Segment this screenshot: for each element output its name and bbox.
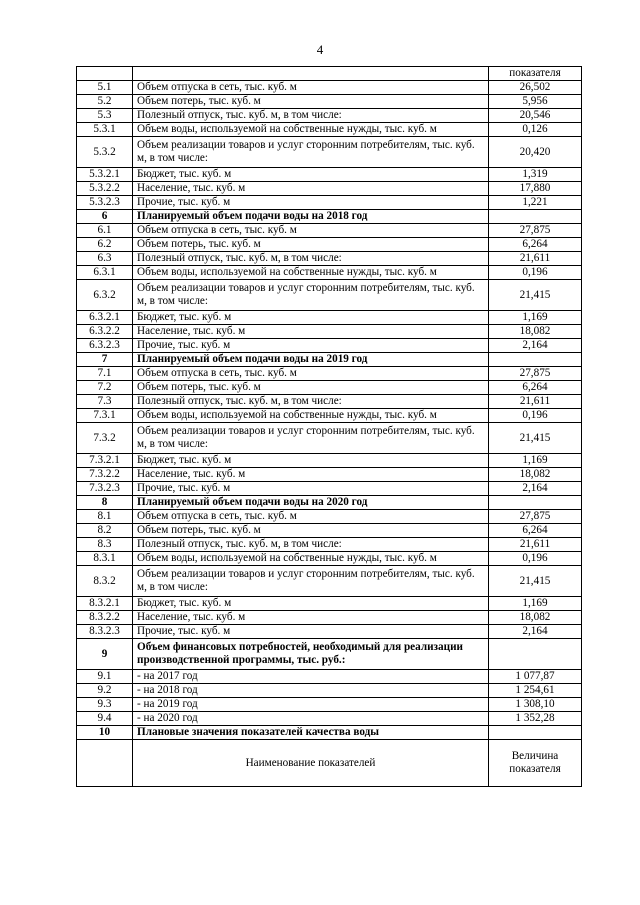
row-name: Объем отпуска в сеть, тыс. куб. м	[133, 510, 489, 524]
row-value: 27,875	[489, 367, 582, 381]
table-row	[77, 597, 582, 611]
row-number: 8.3	[77, 538, 133, 552]
row-value: 18,082	[489, 325, 582, 339]
row-number: 9.4	[77, 712, 133, 726]
row-value: 1,169	[489, 597, 582, 611]
row-name: Объем отпуска в сеть, тыс. куб. м	[133, 224, 489, 238]
indicators-table	[76, 66, 582, 787]
table-row	[77, 339, 582, 353]
section-title: Планируемый объем подачи воды на 2019 год	[133, 353, 489, 367]
row-name: Население, тыс. куб. м	[133, 325, 489, 339]
row-name: Полезный отпуск, тыс. куб. м, в том числе:	[133, 252, 489, 266]
section-value-cell	[489, 496, 582, 510]
row-number: 5.3	[77, 109, 133, 123]
section-title: Планируемый объем подачи воды на 2020 год	[133, 496, 489, 510]
table-row	[77, 538, 582, 552]
row-name: Бюджет, тыс. куб. м	[133, 311, 489, 325]
row-number: 7.3	[77, 395, 133, 409]
section-row	[77, 353, 582, 367]
table-row	[77, 482, 582, 496]
section-value-cell	[489, 639, 582, 670]
row-value: 21,611	[489, 252, 582, 266]
row-value: 27,875	[489, 510, 582, 524]
section-number: 6	[77, 210, 133, 224]
row-value: 1 352,28	[489, 712, 582, 726]
table-row	[77, 123, 582, 137]
table-row	[77, 168, 582, 182]
row-name: Объем воды, используемой на собственные нужды, тыс. куб. м	[133, 552, 489, 566]
indicator-value-header: Величина показателя	[489, 740, 582, 787]
row-value: 1,169	[489, 454, 582, 468]
table-row	[77, 524, 582, 538]
row-number: 7.1	[77, 367, 133, 381]
row-value: 21,415	[489, 423, 582, 454]
row-name: Объем отпуска в сеть, тыс. куб. м	[133, 81, 489, 95]
row-name: Объем отпуска в сеть, тыс. куб. м	[133, 367, 489, 381]
table-row	[77, 311, 582, 325]
table-row	[77, 182, 582, 196]
row-number: 8.1	[77, 510, 133, 524]
row-name: - на 2019 год	[133, 698, 489, 712]
section-title: Плановые значения показателей качества воды	[133, 726, 489, 740]
row-value: 2,164	[489, 339, 582, 353]
row-number: 5.2	[77, 95, 133, 109]
row-name: Объем потерь, тыс. куб. м	[133, 238, 489, 252]
row-value: 1 077,87	[489, 670, 582, 684]
row-number: 8.3.2	[77, 566, 133, 597]
row-value: 21,611	[489, 395, 582, 409]
table-row	[77, 454, 582, 468]
table-row	[77, 325, 582, 339]
table-row	[77, 670, 582, 684]
table-row	[77, 510, 582, 524]
header-name-cell	[133, 67, 489, 81]
row-value: 0,126	[489, 123, 582, 137]
row-name: Объем воды, используемой на собственные нужды, тыс. куб. м	[133, 123, 489, 137]
row-number: 8.3.2.3	[77, 625, 133, 639]
section-value-cell	[489, 210, 582, 224]
row-name: Прочие, тыс. куб. м	[133, 196, 489, 210]
row-number: 8.3.2.2	[77, 611, 133, 625]
header-value-cell: показателя	[489, 67, 582, 81]
section-title: Объем финансовых потребностей, необходимый для реализации производственной программы, тыс. руб.:	[133, 639, 489, 670]
row-value: 18,082	[489, 468, 582, 482]
row-value: 1,319	[489, 168, 582, 182]
row-name: Прочие, тыс. куб. м	[133, 625, 489, 639]
row-name: Бюджет, тыс. куб. м	[133, 454, 489, 468]
row-number: 5.3.2	[77, 137, 133, 168]
row-value: 20,546	[489, 109, 582, 123]
row-number: 6.2	[77, 238, 133, 252]
row-number: 8.2	[77, 524, 133, 538]
row-value: 1 254,61	[489, 684, 582, 698]
table-row	[77, 137, 582, 168]
table-row	[77, 409, 582, 423]
table-row	[77, 468, 582, 482]
section-row	[77, 639, 582, 670]
section-row	[77, 496, 582, 510]
row-value: 1 308,10	[489, 698, 582, 712]
row-name: Прочие, тыс. куб. м	[133, 482, 489, 496]
row-name: Прочие, тыс. куб. м	[133, 339, 489, 353]
table-row	[77, 625, 582, 639]
row-number: 6.3.2.2	[77, 325, 133, 339]
section-number: 7	[77, 353, 133, 367]
row-name: Объем реализации товаров и услуг сторонним потребителям, тыс. куб. м, в том числе:	[133, 280, 489, 311]
table-row	[77, 81, 582, 95]
section-number: 10	[77, 726, 133, 740]
row-name: Объем реализации товаров и услуг сторонним потребителям, тыс. куб. м, в том числе:	[133, 137, 489, 168]
row-value: 0,196	[489, 552, 582, 566]
table-row	[77, 280, 582, 311]
table-row	[77, 95, 582, 109]
row-value: 5,956	[489, 95, 582, 109]
row-value: 21,415	[489, 280, 582, 311]
row-number: 5.3.2.2	[77, 182, 133, 196]
row-number: 7.3.2.1	[77, 454, 133, 468]
row-name: Бюджет, тыс. куб. м	[133, 168, 489, 182]
row-value: 0,196	[489, 409, 582, 423]
row-name: Объем воды, используемой на собственные нужды, тыс. куб. м	[133, 266, 489, 280]
section-number: 8	[77, 496, 133, 510]
section-number: 9	[77, 639, 133, 670]
row-value: 21,415	[489, 566, 582, 597]
section-row	[77, 726, 582, 740]
table-row	[77, 423, 582, 454]
row-number: 7.3.2.3	[77, 482, 133, 496]
row-number: 6.3.2	[77, 280, 133, 311]
page-number: 4	[316, 42, 324, 57]
row-name: - на 2020 год	[133, 712, 489, 726]
row-value: 2,164	[489, 625, 582, 639]
table-row	[77, 238, 582, 252]
section-title: Планируемый объем подачи воды на 2018 год	[133, 210, 489, 224]
table-row	[77, 395, 582, 409]
table-row	[77, 266, 582, 280]
row-number: 5.3.2.1	[77, 168, 133, 182]
row-value: 17,880	[489, 182, 582, 196]
row-number: 6.3.2.1	[77, 311, 133, 325]
section-value-cell	[489, 726, 582, 740]
row-name: - на 2017 год	[133, 670, 489, 684]
row-number: 6.1	[77, 224, 133, 238]
row-name: Объем потерь, тыс. куб. м	[133, 95, 489, 109]
row-number: 6.3	[77, 252, 133, 266]
row-value: 18,082	[489, 611, 582, 625]
row-number: 6.3.2.3	[77, 339, 133, 353]
row-name: Население, тыс. куб. м	[133, 611, 489, 625]
row-name: Объем воды, используемой на собственные нужды, тыс. куб. м	[133, 409, 489, 423]
row-number: 9.2	[77, 684, 133, 698]
row-number: 5.3.2.3	[77, 196, 133, 210]
row-name: Объем потерь, тыс. куб. м	[133, 381, 489, 395]
row-number: 6.3.1	[77, 266, 133, 280]
row-number: 8.3.1	[77, 552, 133, 566]
row-name: - на 2018 год	[133, 684, 489, 698]
row-value: 0,196	[489, 266, 582, 280]
row-name: Полезный отпуск, тыс. куб. м, в том числе:	[133, 538, 489, 552]
table-row	[77, 698, 582, 712]
row-value: 27,875	[489, 224, 582, 238]
row-number: 9.3	[77, 698, 133, 712]
row-value: 1,221	[489, 196, 582, 210]
row-number: 9.1	[77, 670, 133, 684]
table-row	[77, 712, 582, 726]
row-name: Объем реализации товаров и услуг сторонним потребителям, тыс. куб. м, в том числе:	[133, 423, 489, 454]
row-name: Население, тыс. куб. м	[133, 468, 489, 482]
row-name: Полезный отпуск, тыс. куб. м, в том числе:	[133, 395, 489, 409]
table-header-row	[77, 67, 582, 81]
row-number: 7.3.2	[77, 423, 133, 454]
row-value: 6,264	[489, 238, 582, 252]
table-row	[77, 611, 582, 625]
indicator-name-header: Наименование показателей	[133, 740, 489, 787]
row-number: 7.3.2.2	[77, 468, 133, 482]
row-number: 5.1	[77, 81, 133, 95]
row-name: Бюджет, тыс. куб. м	[133, 597, 489, 611]
row-number: 8.3.2.1	[77, 597, 133, 611]
row-value: 26,502	[489, 81, 582, 95]
row-number: 7.3.1	[77, 409, 133, 423]
row-value: 2,164	[489, 482, 582, 496]
table-row	[77, 684, 582, 698]
row-value: 1,169	[489, 311, 582, 325]
table-row	[77, 566, 582, 597]
header-num-cell	[77, 67, 133, 81]
row-number: 7.2	[77, 381, 133, 395]
row-name: Полезный отпуск, тыс. куб. м, в том числе:	[133, 109, 489, 123]
table-row	[77, 552, 582, 566]
row-value: 21,611	[489, 538, 582, 552]
row-value: 20,420	[489, 137, 582, 168]
table-row	[77, 367, 582, 381]
row-name: Объем потерь, тыс. куб. м	[133, 524, 489, 538]
row-name: Население, тыс. куб. м	[133, 182, 489, 196]
row-value: 6,264	[489, 381, 582, 395]
row-number: 5.3.1	[77, 123, 133, 137]
section-value-cell	[489, 353, 582, 367]
quality-header-row	[77, 740, 582, 787]
row-name: Объем реализации товаров и услуг сторонним потребителям, тыс. куб. м, в том числе:	[133, 566, 489, 597]
table-row	[77, 381, 582, 395]
table-row	[77, 224, 582, 238]
row-value: 6,264	[489, 524, 582, 538]
table-row	[77, 252, 582, 266]
quality-num-cell	[77, 740, 133, 787]
section-row	[77, 210, 582, 224]
table-row	[77, 196, 582, 210]
table-row	[77, 109, 582, 123]
